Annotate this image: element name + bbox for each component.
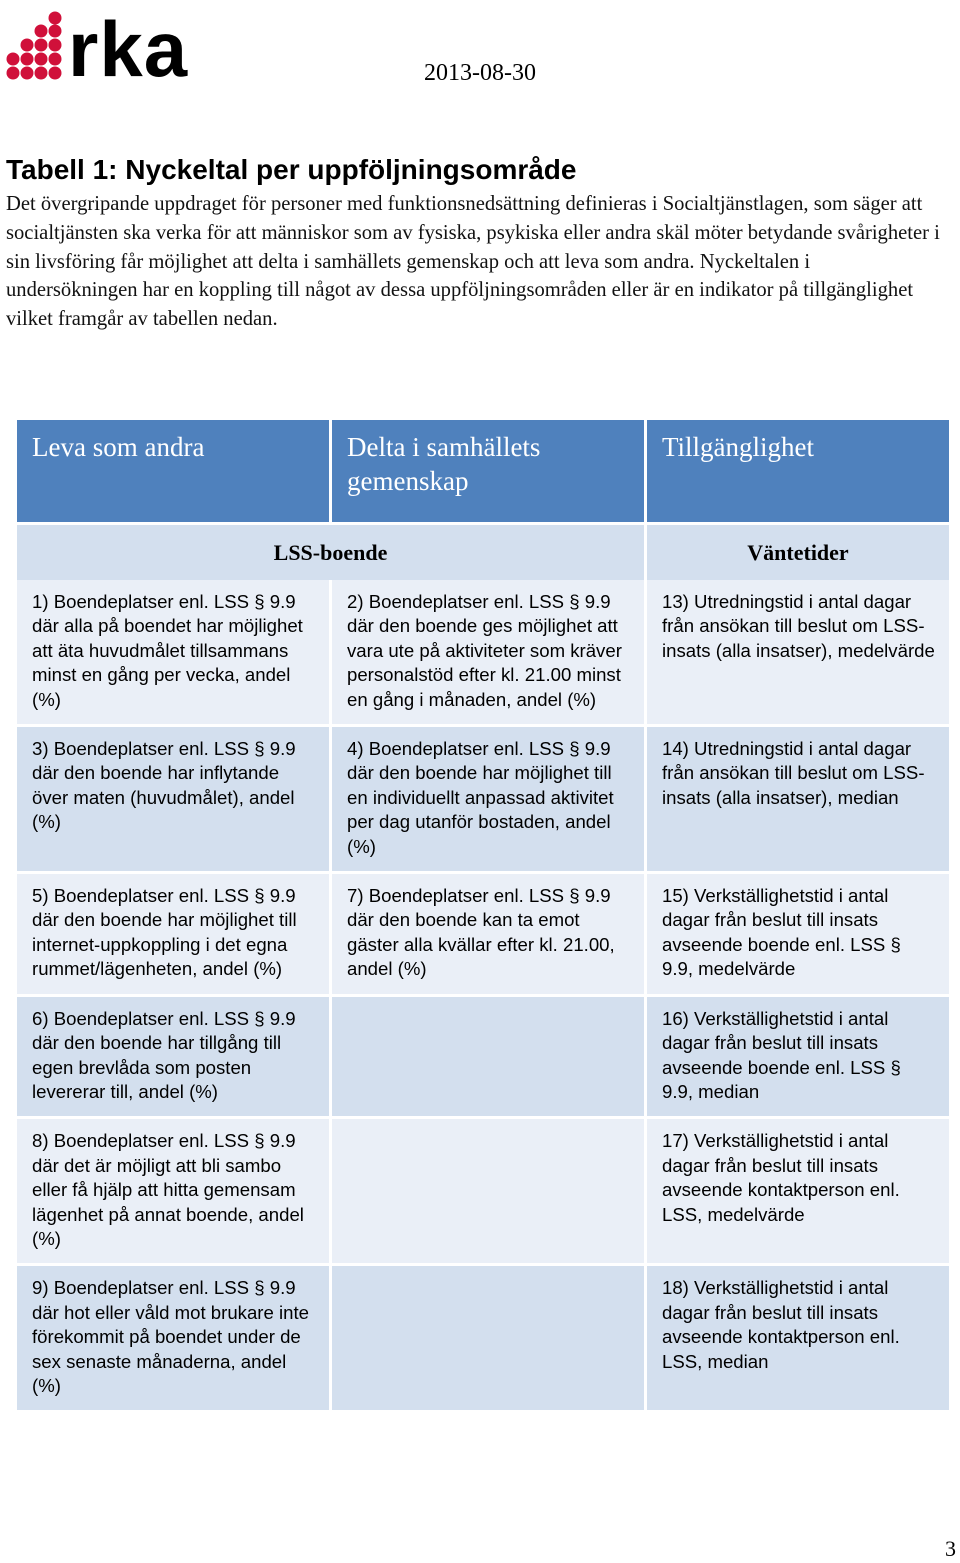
table-cell: 1) Boendeplatser enl. LSS § 9.9 där alla på boendet har möjlighet att äta huvudmålet tillsammans minst en gång per vecka, andel (%): [17, 580, 332, 727]
table-row: [17, 727, 949, 874]
table-cell: 2) Boendeplatser enl. LSS § 9.9 där den boende ges möjlighet att vara ute på aktiviteter som kräver personalstöd efter kl. 21.00 minst en gång i månaden, andel (%): [332, 580, 647, 727]
table-row: [17, 1119, 949, 1266]
column-header-delta: Delta i samhällets gemenskap: [332, 420, 647, 525]
table-cell: 4) Boendeplatser enl. LSS § 9.9 där den boende har möjlighet till en individuellt anpassad aktivitet per dag utanför bostaden, andel (%): [332, 727, 647, 874]
table-cell: 16) Verkställighetstid i antal dagar från beslut till insats avseende boende enl. LSS § 9.9, median: [647, 997, 949, 1120]
table-cell: [332, 1119, 647, 1266]
table-cell: [332, 997, 647, 1120]
table-cell: 7) Boendeplatser enl. LSS § 9.9 där den boende kan ta emot gäster alla kvällar efter kl. 21.00, andel (%): [332, 874, 647, 997]
table-cell: 15) Verkställighetstid i antal dagar från beslut till insats avseende boende enl. LSS § 9.9, medelvärde: [647, 874, 949, 997]
subheader-vantetider: Väntetider: [647, 525, 949, 580]
table-row: [17, 1266, 949, 1413]
table-row: [17, 580, 949, 727]
logo-text: rka: [68, 5, 189, 93]
key-figures-table: [17, 420, 949, 1413]
document-date: 2013-08-30: [424, 60, 536, 86]
logo-dots-icon: [4, 8, 68, 84]
table-cell: 17) Verkställighetstid i antal dagar från beslut till insats avseende kontaktperson enl. LSS, medelvärde: [647, 1119, 949, 1266]
table-cell: 14) Utredningstid i antal dagar från ansökan till beslut om LSS-insats (alla insatser), median: [647, 727, 949, 874]
table-cell: 3) Boendeplatser enl. LSS § 9.9 där den boende har inflytande över maten (huvudmålet), andel (%): [17, 727, 332, 874]
table-cell: 8) Boendeplatser enl. LSS § 9.9 där det är möjligt att bli sambo eller få hjälp att hitta gemensam lägenhet på annat boende, andel (%): [17, 1119, 332, 1266]
table-header-row: [17, 420, 949, 525]
column-header-leva: Leva som andra: [17, 420, 332, 525]
table-subheader-row: [17, 525, 949, 580]
table-row: [17, 997, 949, 1120]
table-cell: 5) Boendeplatser enl. LSS § 9.9 där den boende har möjlighet till internet-uppkoppling i det egna rummet/lägenheten, andel (%): [17, 874, 332, 997]
table-title: Tabell 1: Nyckeltal per uppföljningsområde: [6, 154, 577, 185]
table-cell: 9) Boendeplatser enl. LSS § 9.9 där hot eller våld mot brukare inte förekommit på boendet under de sex senaste månaderna, andel (%): [17, 1266, 332, 1413]
table-cell: [332, 1266, 647, 1413]
table-row: [17, 874, 949, 997]
column-header-tillganglighet: Tillgänglighet: [647, 420, 949, 525]
table-cell: 6) Boendeplatser enl. LSS § 9.9 där den boende har tillgång till egen brevlåda som posten levererar till, andel (%): [17, 997, 332, 1120]
intro-paragraph: Det övergripande uppdraget för personer med funktionsnedsättning definieras i Socialtjänstlagen, som säger att socialtjänsten ska verka för att människor som av fysiska, psykiska eller andra skäl möter betydande svårigheter i sin livsföring får möjlighet att delta i samhällets gemenskap och att leva som andra. Nyckeltalen i undersökningen har en koppling till något av dessa uppföljningsområden eller är en indikator på tillgänglighet vilket framgår av tabellen nedan.: [6, 193, 940, 331]
subheader-lss-boende: LSS-boende: [17, 525, 647, 580]
logo: [4, 5, 189, 93]
table-cell: 13) Utredningstid i antal dagar från ansökan till beslut om LSS-insats (alla insatser), medelvärde: [647, 580, 949, 727]
table-cell: 18) Verkställighetstid i antal dagar från beslut till insats avseende kontaktperson enl. LSS, median: [647, 1266, 949, 1413]
page-number: 3: [945, 1536, 956, 1561]
